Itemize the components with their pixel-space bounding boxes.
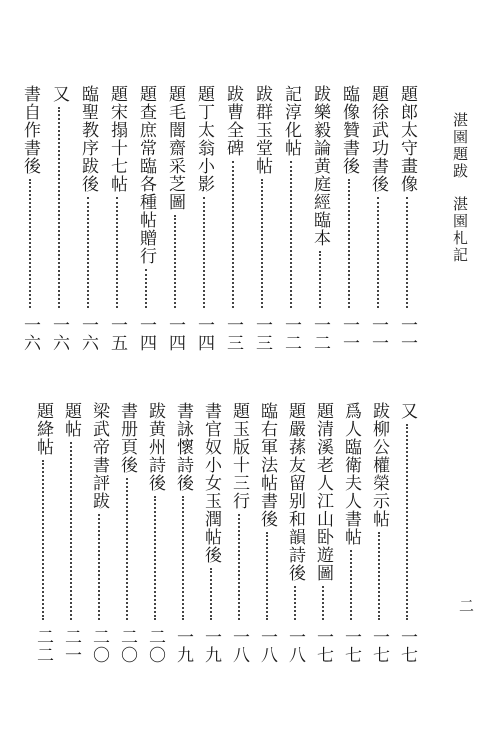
- toc-entry-page: 一五: [107, 316, 127, 352]
- dot-leader: [348, 179, 350, 308]
- toc-entry-page: 二二: [33, 628, 53, 664]
- toc-entry-page: 一六: [78, 316, 98, 352]
- toc-entry-page: 一六: [49, 316, 69, 352]
- toc-entry-title: 題帖: [61, 402, 81, 438]
- dot-leader: [203, 197, 205, 308]
- dot-leader: [319, 251, 321, 308]
- dot-leader: [154, 496, 156, 620]
- dot-leader: [406, 424, 408, 620]
- dot-leader: [126, 478, 128, 620]
- dot-leader: [378, 532, 380, 620]
- toc-entry-page: 一九: [201, 628, 221, 664]
- toc-entry-page: 一四: [194, 316, 214, 352]
- toc-entry-title: 題查庶常臨各種帖贈行: [136, 85, 156, 265]
- toc-entry-title: 題丁太翁小影: [194, 85, 214, 193]
- toc-entry-title: 題毛闇齋采芝圖: [165, 85, 185, 211]
- dot-leader: [70, 442, 72, 620]
- toc-entry-title: 臨右軍法帖書後: [257, 402, 277, 528]
- toc-entry-page: 一三: [223, 316, 243, 352]
- dot-leader: [406, 197, 408, 308]
- dot-leader: [58, 107, 60, 308]
- toc-entry-page: 一七: [397, 628, 417, 664]
- toc-entry-page: 二一: [61, 628, 81, 664]
- toc-entry-title: 書册頁後: [117, 402, 137, 474]
- toc-entry-page: 一一: [397, 316, 417, 352]
- dot-leader: [266, 532, 268, 620]
- dot-leader: [87, 197, 89, 308]
- toc-entry-title: 題宋搨十七帖: [107, 85, 127, 193]
- toc-entry-title: 跋曹全碑: [223, 85, 243, 157]
- toc-entry-title: 臨聖教序跋後: [78, 85, 98, 193]
- dot-leader: [238, 514, 240, 620]
- toc-entry-title: 題嚴蓀友留别和韻詩後: [285, 402, 305, 582]
- toc-entry-page: 一二: [310, 316, 330, 352]
- page-number: 二: [457, 598, 475, 613]
- toc-entry-title: 書自作書後: [20, 85, 40, 175]
- toc-entry-page: 一二: [281, 316, 301, 352]
- toc-entry-title: 題玉版十三行: [229, 402, 249, 510]
- dot-leader: [42, 460, 44, 620]
- toc-entry-title: 題清溪老人江山卧遊圖: [313, 402, 333, 582]
- toc-entry-page: 一四: [165, 316, 185, 352]
- toc-entry-page: 一三: [252, 316, 272, 352]
- dot-leader: [232, 161, 234, 308]
- toc-entry-page: 一四: [136, 316, 156, 352]
- toc-entry-title: 書詠懷詩後: [173, 402, 193, 492]
- toc-entry-title: 爲人臨衛夫人書帖: [341, 402, 361, 546]
- dot-leader: [322, 586, 324, 620]
- toc-entry-page: 一七: [313, 628, 333, 664]
- toc-entry-title: 題徐武功書後: [368, 85, 388, 193]
- toc-entry-page: 一一: [368, 316, 388, 352]
- toc-entry-title: 書官奴小女玉潤帖後: [201, 402, 221, 564]
- dot-leader: [210, 568, 212, 620]
- book-title: 湛園題跋: [451, 112, 469, 180]
- book-subtitle: 湛園札記: [451, 196, 469, 264]
- toc-entry-page: 二〇: [117, 628, 137, 664]
- toc-entry-page: 一六: [20, 316, 40, 352]
- dot-leader: [145, 269, 147, 308]
- toc-entry-title: 跋黄州詩後: [145, 402, 165, 492]
- dot-leader: [350, 550, 352, 620]
- toc-entry-page: 一九: [173, 628, 193, 664]
- toc-entry-title: 跋柳公權榮示帖: [369, 402, 389, 528]
- toc-entry-title: 又: [397, 402, 417, 420]
- toc-entry-title: 又: [49, 85, 69, 103]
- toc-entry-page: 一八: [229, 628, 249, 664]
- dot-leader: [174, 215, 176, 308]
- toc-entry-page: 一七: [341, 628, 361, 664]
- toc-entry-title: 跋群玉堂帖: [252, 85, 272, 175]
- dot-leader: [294, 586, 296, 620]
- dot-leader: [116, 197, 118, 308]
- toc-entry-title: 梁武帝書評跋: [89, 402, 109, 510]
- dot-leader: [261, 179, 263, 308]
- dot-leader: [182, 496, 184, 620]
- toc-entry-title: 題絳帖: [33, 402, 53, 456]
- toc-entry-page: 一一: [339, 316, 359, 352]
- toc-entry-title: 臨像贊書後: [339, 85, 359, 175]
- dot-leader: [290, 161, 292, 308]
- toc-entry-title: 題郎太守畫像: [397, 85, 417, 193]
- toc-entry-page: 二〇: [89, 628, 109, 664]
- toc-entry-page: 一七: [369, 628, 389, 664]
- toc-entry-title: 跋樂毅論黄庭經臨本: [310, 85, 330, 247]
- toc-entry-page: 二〇: [145, 628, 165, 664]
- dot-leader: [377, 197, 379, 308]
- dot-leader: [29, 179, 31, 308]
- toc-entry-title: 記淳化帖: [281, 85, 301, 157]
- toc-entry-page: 一八: [257, 628, 277, 664]
- dot-leader: [98, 514, 100, 620]
- toc-entry-page: 一八: [285, 628, 305, 664]
